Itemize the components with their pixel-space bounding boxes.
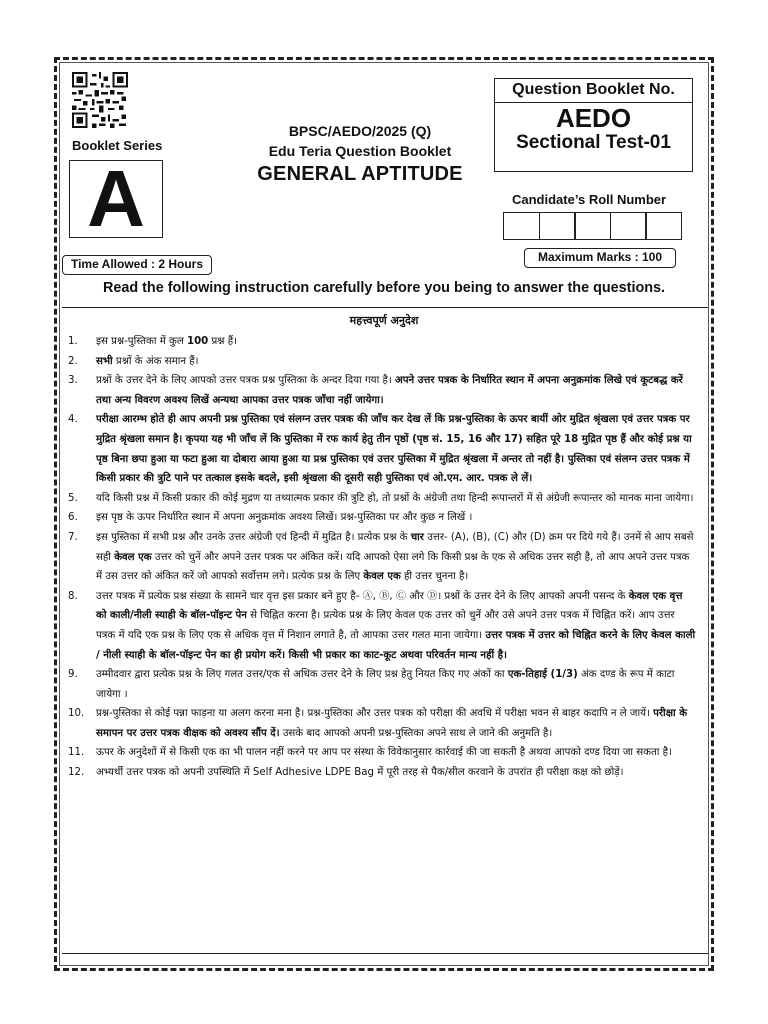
instruction-item (64, 704, 696, 743)
test-name: Sectional Test-01 (516, 132, 671, 153)
instruction-text: यदि किसी प्रश्न में किसी प्रकार की कोई मुद्रण या तथ्यात्मक प्रकार की त्रुटि हो, तो प्रश्नों के अंग्रेजी तथा हिन्दी रूपान्तरों में से अंग्रेजी रूपान्तर को मानक माना जायेगा। (96, 492, 694, 504)
divider-bottom (62, 953, 708, 954)
instruction-text: उत्तर को चुनें और अपने उत्तर पत्रक पर अंकित करें। यदि आपको ऐसा लगे कि किसी प्रश्न के एक से अधिक उत्तर सही है, तो आप अपने उत्तर पत्रक में उस उत्तर को अंकित करें जो आपको सर्वोत्तम लगे। प्रत्येक प्रश्न के लिए (96, 551, 690, 583)
read-instruction: Read the following instruction carefully before you being to answer the questions. (102, 280, 666, 296)
instruction-text: उसके बाद आपको अपनी प्रश्न-पुस्तिका अपने साथ ले जाने की अनुमति है। (279, 727, 553, 739)
instruction-number: 10. (68, 708, 85, 720)
instruction-text: उत्तर- (A), (B), (C) और (D) क्रम पर दिये गये हैं। उनमें से आप सबसे सही (96, 531, 694, 563)
instruction-text: इस पुस्तिका में सभी प्रश्न और उनके उत्तर अंग्रेजी एवं हिन्दी में मुद्रित है। प्रत्येक प्रश्न के (96, 531, 411, 543)
instruction-text-bold: केवल एक वृत्त को काली/नीली स्याही के बॉल-पॉइन्ट पेन (96, 590, 683, 622)
exam-header (220, 123, 500, 186)
instruction-item (64, 352, 696, 372)
instruction-number: 2. (68, 355, 78, 367)
roll-digit-box[interactable] (574, 212, 611, 240)
instruction-text-bold: अपने उत्तर पत्रक के निर्धारित स्थान में अपना अनुक्रमांक लिखे एवं कूटबद्ध करें तथा अन्य विवरण अवश्य लिखें अन्यथा आपका उत्तर पत्रक जाँचा नहीं जायेगा। (96, 375, 683, 406)
instruction-text: उम्मीदवार द्वारा प्रत्येक प्रश्न के लिए गलत उत्तर/एक से अधिक उत्तर देने के लिए प्रश्न हेतु नियत किए गए अंकों का (96, 669, 508, 681)
instruction-item (64, 332, 696, 352)
instruction-number: 4. (68, 414, 78, 426)
instruction-number: 8. (68, 590, 78, 602)
instruction-text: ऊपर के अनुदेशों में से किसी एक का भी पालन नहीं करने पर आप पर संस्था के विवेकानुसार कार्रवाई की जा सकती है अथवा आपको दण्ड दिया जा सकता है। (96, 747, 672, 759)
booklet-name: Edu Teria Question Booklet (268, 143, 452, 159)
booklet-title: AEDO (555, 103, 632, 133)
instruction-text-bold: केवल एक (114, 551, 152, 563)
notice-title: महत्त्वपूर्ण अनुदेश (349, 314, 419, 327)
instruction-item (64, 528, 696, 587)
instruction-text-bold: परीक्षा आरम्भ होते ही आप अपनी प्रश्न पुस्तिका एवं संलग्न उत्तर पत्रक की जाँच कर देख लें कि प्रश्न-पुस्तिका के ऊपर बायीं ओर मुद्रित श्रृंखला एवं उत्तर पत्रक पर मुद्रित श्रृंखला समान है। कृपया यह भी जाँच लें कि पुस्तिका में रफ कार्य हेतु तीन पृष्ठों (पृष्ठ सं. 15, 16 और 17) सहित पूरे 18 मुद्रित पृष्ठ हैं और कोई प्रश्न या पृष्ठ बिना छपा हुआ या फटा हुआ या दोबारा आया हुआ या प्रश्न पुस्तिका एवं उत्तर पुस्तिका में मुद्रित श्रृंखला में अन्तर तो नहीं है। पुस्तिका एवं संलग्न उत्तर पत्रक में किसी प्रकार की त्रुटि पाने पर तत्काल इसके बदले, इसी श्रृंखला की दूसरी सही पुस्तिका एवं ओ.एम. आर. पत्रक ले लें। (96, 414, 692, 485)
instruction-text: प्रश्न-पुस्तिका से कोई पन्ना फाड़ना या अलग करना मना है। प्रश्न-पुस्तिका और उत्तर पत्रक को परीक्षा की अवधि में परीक्षा भवन से बाहर कदापि न ले जायें। (96, 708, 654, 720)
question-booklet-box (494, 78, 693, 172)
instruction-item (64, 410, 696, 488)
roll-digit-box[interactable] (610, 212, 647, 240)
instruction-text: अंक दण्ड के रूप में काटा जायेगा । (96, 669, 675, 700)
instruction-item (64, 371, 696, 410)
instruction-item (64, 508, 696, 528)
instruction-number: 6. (68, 512, 78, 524)
instruction-text-bold: उत्तर पत्रक में उत्तर को चिह्नित करने के लिए केवल काली / नीली स्याही के बॉल-पॉइन्ट पेन का ही प्रयोग करें। किसी भी प्रकार का काट-कूट अथवा परिवर्तन मान्य नहीं है। (96, 629, 696, 661)
roll-digit-box[interactable] (503, 212, 540, 240)
instruction-item (64, 763, 696, 783)
instruction-text-bold: 100 (187, 336, 209, 347)
roll-number-label: Candidate’s Roll Number (512, 192, 667, 207)
exam-code: BPSC/AEDO/2025 (Q) (288, 123, 432, 139)
roll-number-boxes[interactable] (503, 212, 681, 240)
instruction-item (64, 587, 696, 665)
instruction-text: उत्तर पत्रक में प्रत्येक प्रश्न संख्या के सामने चार वृत्त इस प्रकार बने हुए है- Ⓐ, Ⓑ, Ⓒ और Ⓓ। प्रश्नों के उत्तर देने के लिए आपको अपनी पसन्द के (96, 590, 629, 602)
subject-title: GENERAL APTITUDE (257, 163, 463, 185)
instruction-number: 12. (68, 767, 85, 779)
divider-top (62, 307, 708, 308)
instruction-text: इस प्रश्न-पुस्तिका में कुल (96, 336, 187, 347)
instruction-number: 5. (68, 492, 78, 504)
booklet-series-letter: A (69, 160, 163, 238)
instruction-text-bold: केवल एक (363, 571, 401, 583)
roll-digit-box[interactable] (539, 212, 576, 240)
instruction-item (64, 743, 696, 763)
booklet-series-label: Booklet Series (72, 138, 163, 153)
qr-code-icon (72, 72, 128, 128)
instruction-text: अभ्यर्थी उत्तर पत्रक को अपनी उपस्थिति में Self Adhesive LDPE Bag में पूरी तरह से पैक/सील करवाने के उपरांत ही परीक्षा कक्ष को छोड़ें। (96, 767, 624, 779)
instruction-text: से चिह्नित करना है। प्रत्येक प्रश्न के लिए केवल एक उत्तर को चुनें और उसे अपने उत्तर पत्रक में चिह्नित करें। आप उत्तर पत्रक में यदि एक प्रश्न के लिए एक से अधिक वृत्त में निशान लगाते है, तो आपका उत्तर गलत माना जायेगा। (96, 610, 675, 641)
instruction-text: ही उत्तर चुनना है। (400, 571, 469, 583)
instruction-text: प्रश्नों के अंक समान हैं। (112, 355, 199, 367)
instruction-text: प्रश्नों के उत्तर देने के लिए आपको उत्तर पत्रक प्रश्न पुस्तिका के अन्दर दिया गया है। (96, 375, 395, 387)
instruction-item (64, 489, 696, 509)
instruction-text-bold: परीक्षा के समापन पर उत्तर पत्रक वीक्षक को अवश्य सौंप दें। (96, 708, 688, 739)
instruction-number: 11. (68, 747, 85, 759)
instruction-list (64, 332, 696, 783)
instruction-number: 3. (68, 375, 78, 387)
time-allowed: Time Allowed : 2 Hours (62, 255, 212, 275)
instruction-text-bold: चार (410, 531, 424, 543)
instruction-number: 1. (68, 336, 78, 347)
instruction-number: 7. (68, 531, 78, 543)
instruction-item (64, 665, 696, 704)
instruction-text: इस पृष्ठ के ऊपर निर्धारित स्थान में अपना अनुक्रमांक अवश्य लिखें। प्रश्न-पुस्तिका पर और कुछ न लिखें । (96, 512, 473, 524)
instruction-text: प्रश्न हैं। (208, 336, 238, 347)
instruction-text-bold: सभी (96, 355, 113, 367)
roll-digit-box[interactable] (645, 212, 682, 240)
instruction-text-bold: एक-तिहाई (1/3) (507, 669, 578, 681)
instruction-number: 9. (68, 669, 78, 681)
question-booklet-label: Question Booklet No. (495, 79, 692, 103)
maximum-marks: Maximum Marks : 100 (524, 248, 676, 268)
